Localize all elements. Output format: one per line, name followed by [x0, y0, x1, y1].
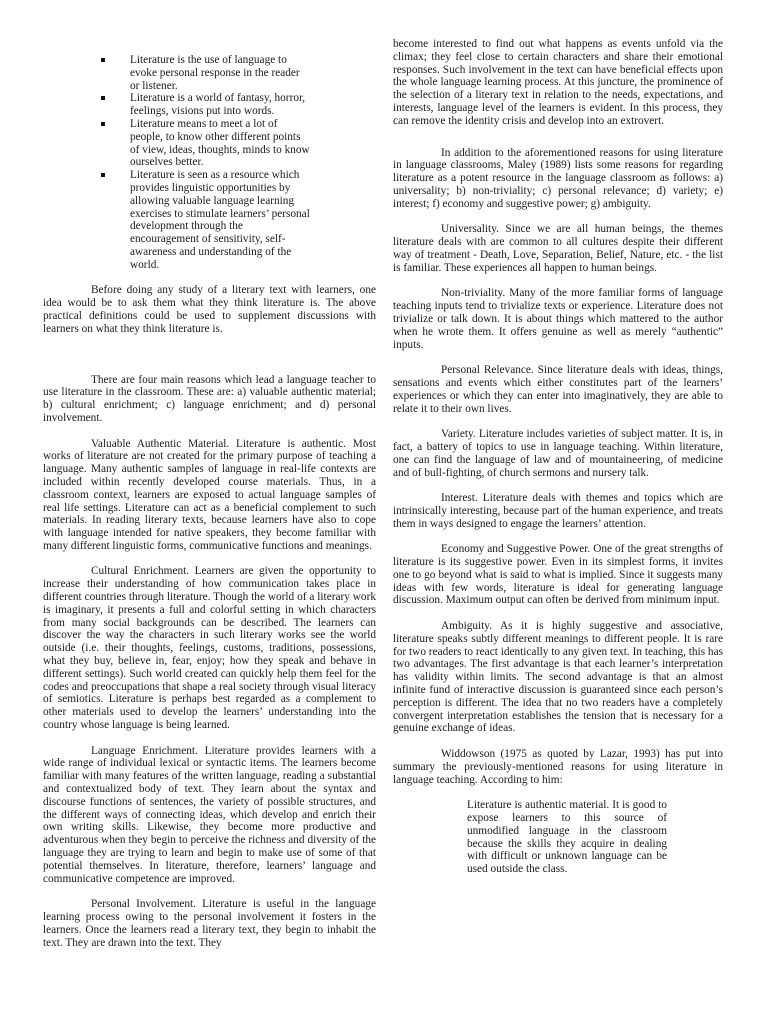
body-paragraph: Language Enrichment. Literature provides learners with a wide range of individual lexical or syntactic items. The learners become familiar with many features of the written language, reading a substantial and contextualized body of text. They learn about the syntax and discourse functions of sentences, the variety of possible structures, and the different ways of connecting ideas, which develop and enrich their own writing skills. Likewise, they become more productive and adventurous when they begin to perceive the richness and diversity of the language they are trying to learn and begin to make use of some of that potential themselves. In literature, therefore, learners’ language and communicative competence are improved.: [43, 744, 376, 885]
body-paragraph: Widdowson (1975 as quoted by Lazar, 1993) has put into summary the previously-mentioned reasons for using literature in language teaching. According to him:: [393, 748, 723, 786]
block-quote: Literature is authentic material. It is good to expose learners to this source of unmodified language in the classroom because the skills they acquire in dealing with difficult or unknown language can be used outside the class.: [467, 799, 667, 876]
body-paragraph: Personal Relevance. Since literature deals with ideas, things, sensations and events which either constitutes part of the learners’ experiences or which they can enter into imaginatively, they are able to relate it to their own lives.: [393, 364, 723, 415]
body-paragraph: In addition to the aforementioned reasons for using literature in language classrooms, Maley (1989) lists some reasons for regarding literature as a potent resource in the language classroom as follows: a) universality; b) non-triviality; c) personal relevance; d) variety; e) interest; f) economy and suggestive power; g) ambiguity.: [393, 146, 723, 210]
definition-bullet: Literature is the use of language to evoke personal response in the reader or listener.: [101, 54, 311, 92]
square-bullet-icon: [101, 173, 105, 177]
definition-bullet: Literature is a world of fantasy, horror, feelings, visions put into words.: [101, 92, 311, 118]
body-paragraph: Non-triviality. Many of the more familiar forms of language teaching inputs tend to trivialize texts or experience. Literature does not trivialize or talk down. It is about things which mattered to the author when he wrote them. It offers genuine as well as merely “authentic” inputs.: [393, 287, 723, 351]
body-paragraph: Interest. Literature deals with themes and topics which are intrinsically interesting, because part of the human experience, and treats them in ways designed to engage the learners’ attention.: [393, 492, 723, 530]
left-column: [43, 38, 376, 949]
continuation-paragraph: become interested to find out what happens as events unfold via the climax; they feel close to certain characters and share their emotional responses. Such involvement in the text can have beneficial effects upon the whole language learning process. At this juncture, the prominence of the selection of a literary text in relation to the needs, expectations, and interests, language level of the learners is evident. In this process, they can remove the identity crisis and develop into an extrovert.: [393, 38, 723, 127]
square-bullet-icon: [101, 96, 105, 100]
body-paragraph: Valuable Authentic Material. Literature is authentic. Most works of literature are not created for the primary purpose of teaching a language. Many authentic samples of language in real-life contexts are included within recently developed course materials. Thus, in a classroom context, learners are exposed to actual language samples of real life settings. Literature can act as a beneficial complement to such materials. In reading literary texts, because learners have also to cope with language intended for native speakers, they become familiar with many different linguistic forms, communicative functions and meanings.: [43, 437, 376, 552]
definition-bullet: Literature means to meet a lot of people, to know other different points of view, ideas, thoughts, minds to know ourselves better.: [101, 118, 311, 169]
intro-paragraph: Before doing any study of a literary text with learners, one idea would be to ask them what they think literature is. The above practical definitions could be used to supplement discussions with learners on what they think literature is.: [43, 284, 376, 335]
square-bullet-icon: [101, 58, 105, 62]
body-paragraph: Ambiguity. As it is highly suggestive and associative, literature speaks subtly different meanings to different people. It is rare for two readers to react identically to any given text. In teaching, this has two advantages. The first advantage is that each learner’s interpretation has validity within limits. The second advantage is that an almost infinite fund of interactive discussion is guaranteed since each person’s perception is different. The idea that no two readers have a completely convergent interpretation establishes the tension that is necessary for a genuine exchange of ideas.: [393, 620, 723, 735]
body-paragraph: Universality. Since we are all human beings, the themes literature deals with are common to all cultures despite their different way of treatment - Death, Love, Separation, Belief, Nature, etc. - the list is familiar. These experiences all happen to human beings.: [393, 223, 723, 274]
body-paragraph: Variety. Literature includes varieties of subject matter. It is, in fact, a battery of topics to use in language teaching. Within literature, one can find the language of law and of mountaineering, of medicine and of bull-fighting, of church sermons and nursery talk.: [393, 428, 723, 479]
right-column: [393, 38, 723, 876]
body-paragraph: Cultural Enrichment. Learners are given the opportunity to increase their understanding of how communication takes place in different countries through literature. Though the world of a literary work is imaginary, it presents a full and colorful setting in which characters from many social backgrounds can be described. The learners can discover the way the characters in such literary works see the world outside (i.e. their thoughts, feelings, customs, traditions, possessions, what they buy, believe in, fear, enjoy; how they speak and behave in different settings). Such world created can quickly help them feel for the codes and preoccupations that shape a real society through visual literacy of semiotics. Literature is perhaps best regarded as a complement to other materials used to develop the learners’ understanding into the country whose language is being learned.: [43, 565, 376, 732]
body-paragraph: Economy and Suggestive Power. One of the great strengths of literature is its suggestive power. Even in its simplest forms, it invites one to go beyond what is said to what is implied. Since it suggests many ideas with few words, literature is ideal for generating language discussion. Maximum output can often be derived from minimum input.: [393, 543, 723, 607]
definition-bullet-list: [101, 54, 311, 272]
body-paragraph: There are four main reasons which lead a language teacher to use literature in the classroom. These are: a) valuable authentic material; b) cultural enrichment; c) language enrichment; and d) personal involvement.: [43, 373, 376, 424]
definition-bullet: Literature is seen as a resource which provides linguistic opportunities by allowing valuable language learning exercises to stimulate learners’ personal development through the encouragement of sensitivity, self-awareness and understanding of the world.: [101, 169, 311, 271]
body-paragraph: Personal Involvement. Literature is useful in the language learning process owing to the personal involvement it fosters in the learners. Once the learners read a literary text, they begin to inhabit the text. They are drawn into the text. They: [43, 898, 376, 949]
square-bullet-icon: [101, 122, 105, 126]
